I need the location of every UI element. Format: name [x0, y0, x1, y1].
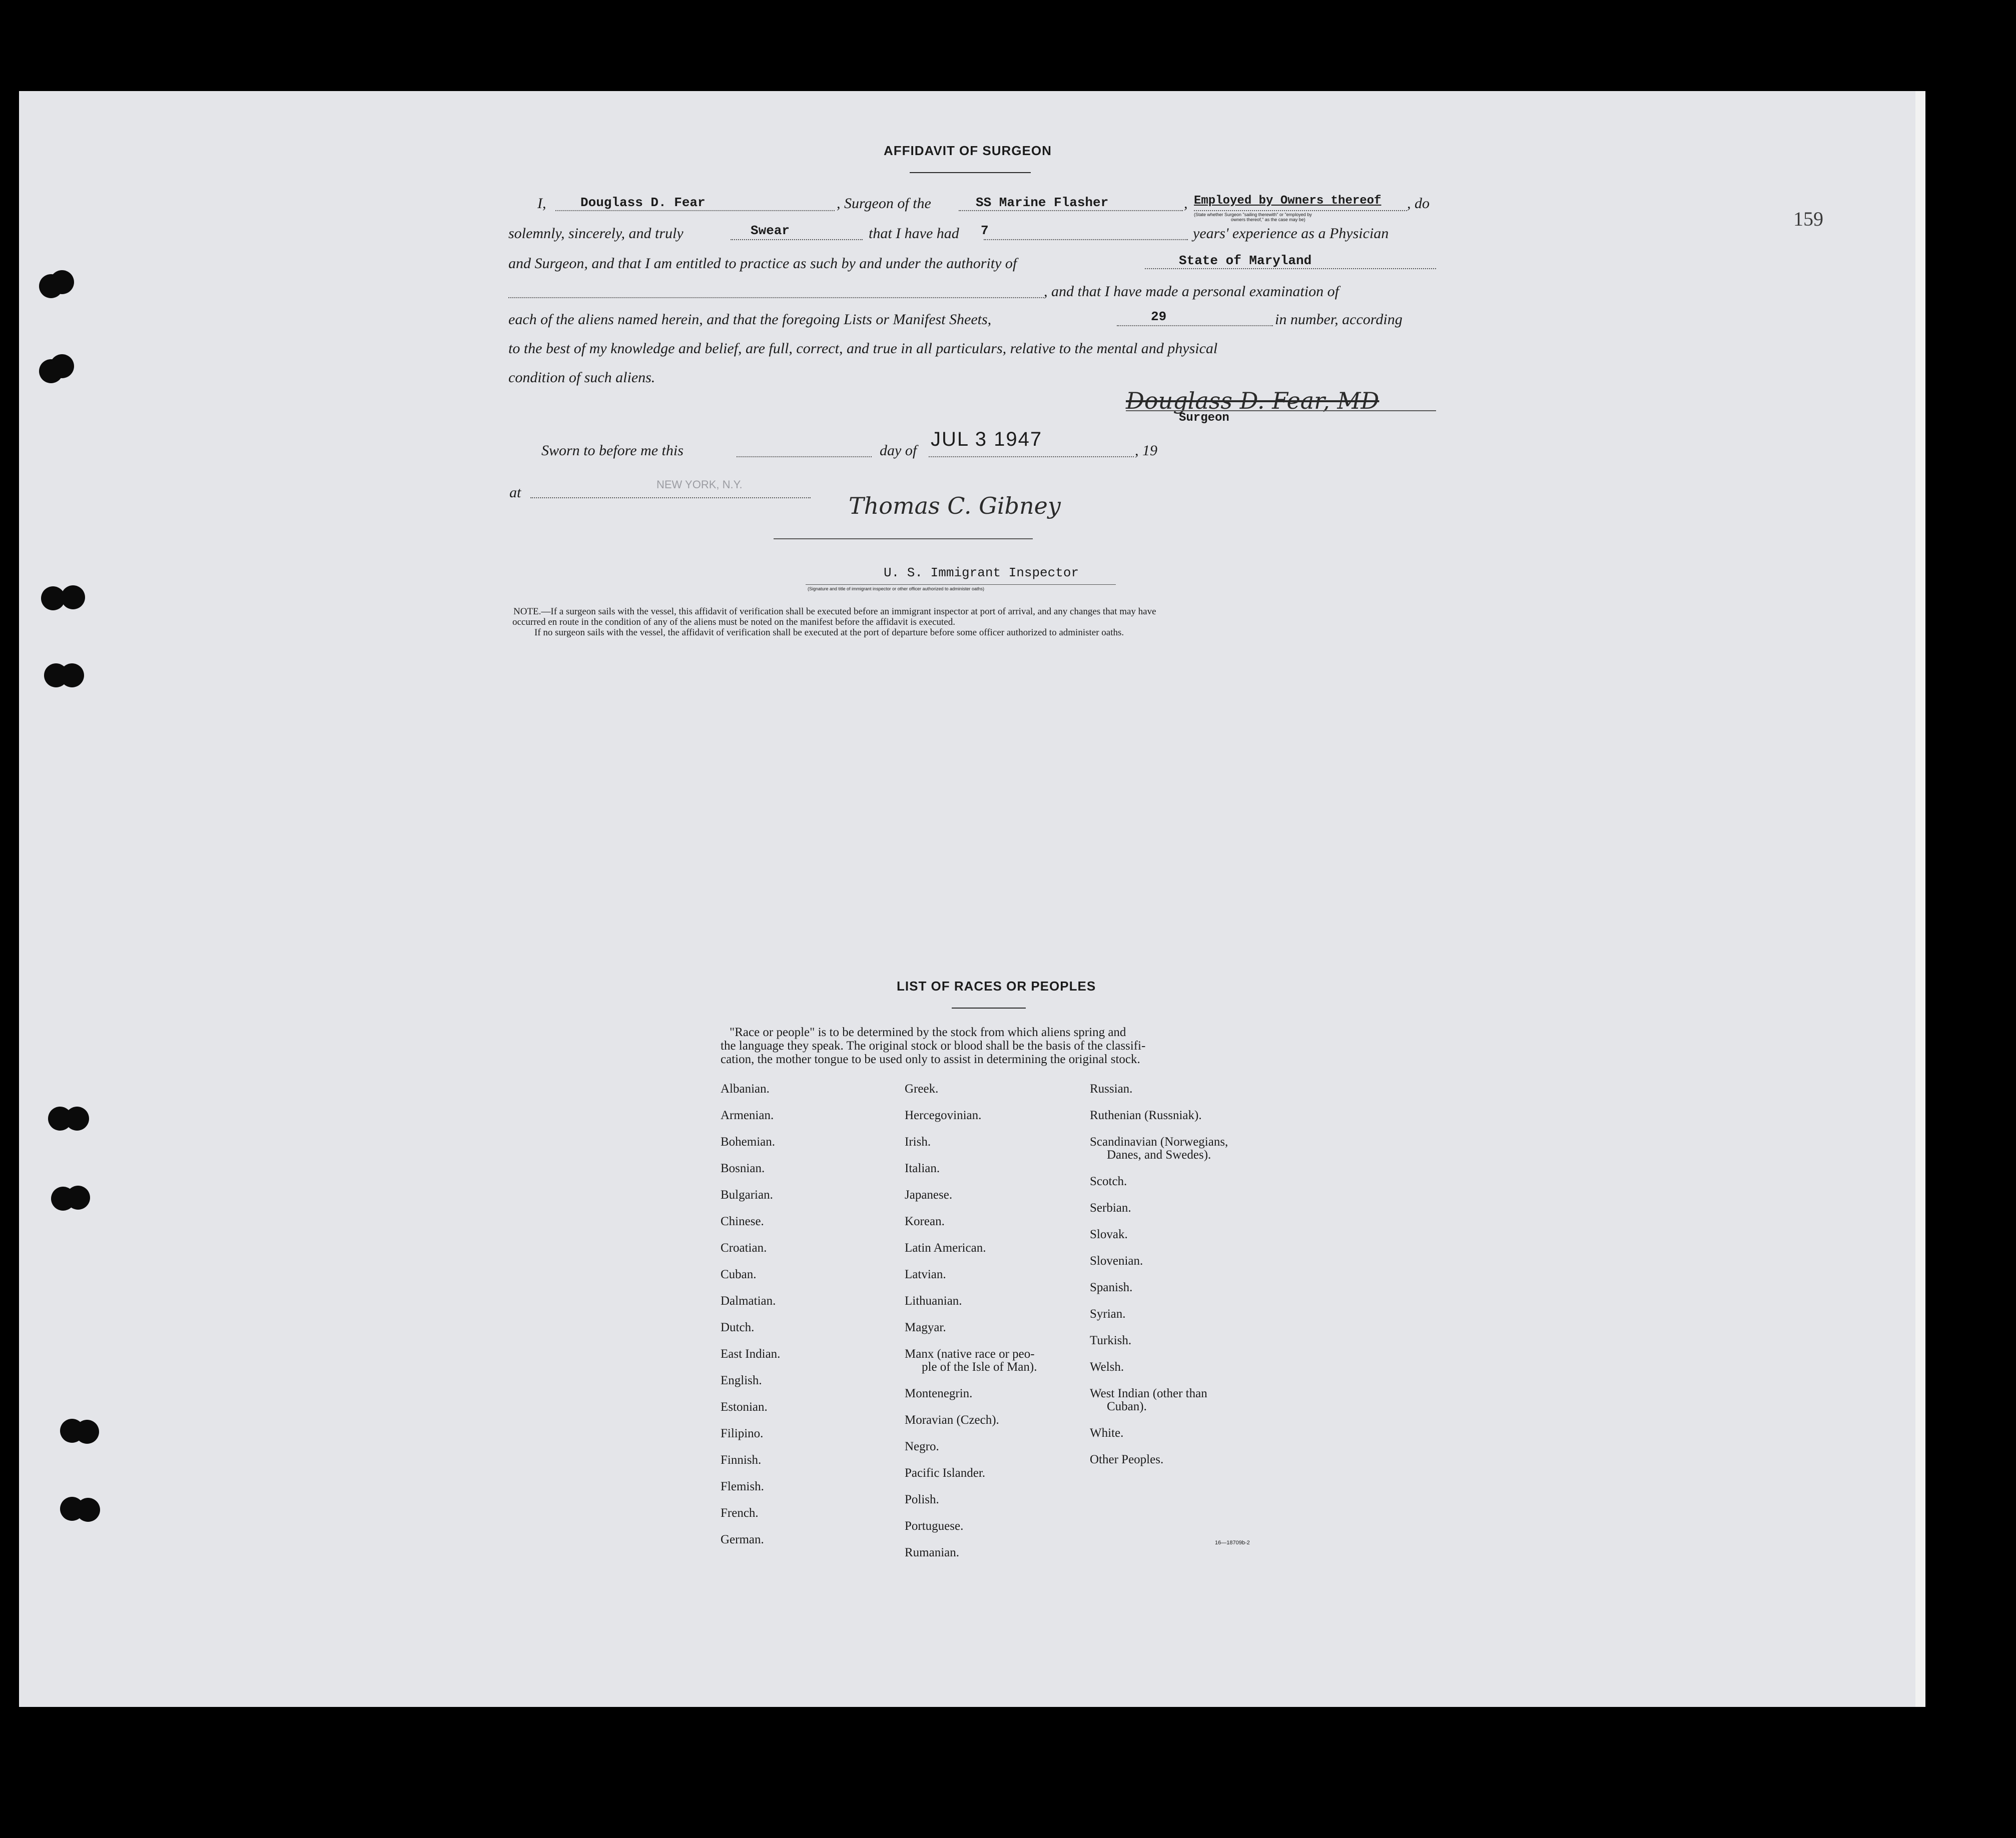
punch-hole — [60, 663, 84, 687]
manifest-sheet-count: 29 — [1151, 309, 1167, 324]
race-entry: English. — [721, 1374, 762, 1387]
fill-line — [1145, 268, 1436, 269]
punch-hole — [50, 354, 74, 378]
punch-hole — [66, 1186, 90, 1210]
race-entry: Finnish. — [721, 1453, 762, 1467]
affidavit-text: , — [1184, 195, 1188, 212]
inspector-signature: Thomas C. Gibney — [849, 492, 1061, 519]
race-entry: West Indian (other than — [1090, 1387, 1207, 1400]
affidavit-text: solemnly, sincerely, and truly — [508, 225, 684, 242]
affidavit-text: that I have had — [869, 225, 959, 242]
authority-state: State of Maryland — [1179, 253, 1312, 268]
affidavit-text: , 19 — [1135, 442, 1157, 459]
affidavit-text: in number, according — [1275, 311, 1403, 328]
race-entry: Dutch. — [721, 1321, 755, 1334]
race-entry: Latvian. — [905, 1268, 946, 1281]
race-entry: Manx (native race or peo- — [905, 1347, 1035, 1361]
race-entry: Greek. — [905, 1082, 939, 1096]
signature-line — [806, 584, 1116, 585]
note-line: NOTE.—If a surgeon sails with the vessel, this affidavit of verification shall be executed before an immigrant inspector at port of arrival, and any changes that may have — [513, 606, 1156, 617]
affidavit-text: and Surgeon, and that I am entitled to practice as such by and under the authority of — [508, 255, 1017, 272]
signature-line — [774, 538, 1033, 539]
surgeon-signature: Douglass D. Fear, MD — [1126, 387, 1380, 414]
fill-line — [1117, 325, 1273, 326]
race-entry: Latin American. — [905, 1241, 986, 1255]
affidavit-text: Sworn to before me this — [541, 442, 684, 459]
punch-hole — [75, 1420, 99, 1444]
oath-word: Swear — [751, 223, 790, 238]
race-entry: Albanian. — [721, 1082, 770, 1096]
document-page — [19, 91, 1915, 1707]
race-entry: Ruthenian (Russniak). — [1090, 1109, 1202, 1122]
race-entry: Estonian. — [721, 1400, 768, 1414]
race-entry: Magyar. — [905, 1321, 946, 1334]
affidavit-text: at — [509, 484, 521, 501]
intro-line: the language they speak. The original stock or blood shall be the basis of the classifi- — [721, 1039, 1146, 1053]
race-entry: Armenian. — [721, 1109, 774, 1122]
affidavit-text: condition of such aliens. — [508, 369, 655, 386]
race-entry: Croatian. — [721, 1241, 767, 1255]
page-number: 159 — [1793, 208, 1823, 230]
race-entry: Scandinavian (Norwegians, — [1090, 1135, 1228, 1149]
race-entry: Bohemian. — [721, 1135, 776, 1149]
race-entry: Serbian. — [1090, 1201, 1131, 1215]
affidavit-text: , Surgeon of the — [837, 195, 931, 212]
affidavit-text: , do — [1407, 195, 1430, 212]
race-entry: Russian. — [1090, 1082, 1133, 1096]
punch-hole — [61, 585, 85, 609]
note-line: occurred en route in the condition of any of the aliens must be noted on the manifest before the affidavit is executed. — [512, 617, 955, 627]
fill-line — [984, 239, 1188, 240]
race-entry: Other Peoples. — [1090, 1453, 1164, 1466]
race-entry: Japanese. — [905, 1188, 953, 1202]
race-entry: Dalmatian. — [721, 1294, 776, 1308]
race-entry: Cuban. — [721, 1268, 757, 1281]
employment-note: (State whether Surgeon "sailing therewith" or "employed by — [1194, 212, 1312, 217]
title-underline — [910, 172, 1031, 173]
race-entry: Spanish. — [1090, 1281, 1133, 1294]
vessel-name: SS Marine Flasher — [976, 195, 1109, 210]
fill-line — [959, 210, 1183, 211]
race-entry: Montenegrin. — [905, 1387, 973, 1400]
race-entry: Slovak. — [1090, 1228, 1128, 1241]
race-entry: Welsh. — [1090, 1360, 1124, 1374]
race-entry: Hercegovinian. — [905, 1109, 982, 1122]
employment-note: owners thereof," as the case may be) — [1231, 217, 1305, 222]
race-entry: Korean. — [905, 1215, 945, 1228]
races-title: LIST OF RACES OR PEOPLES — [897, 979, 1096, 994]
note-line: If no surgeon sails with the vessel, the affidavit of verification shall be executed at the port of departure before some officer authorized to administer oaths. — [534, 627, 1124, 638]
affidavit-text: day of — [880, 442, 917, 459]
fill-line — [929, 456, 1134, 457]
race-entry: Pacific Islander. — [905, 1466, 986, 1480]
punch-hole — [50, 270, 74, 294]
race-entry: White. — [1090, 1426, 1124, 1440]
race-entry: Rumanian. — [905, 1546, 960, 1559]
employment-status: Employed by Owners thereof — [1194, 194, 1382, 208]
race-entry: Filipino. — [721, 1427, 764, 1440]
title-underline — [952, 1008, 1026, 1009]
affidavit-title: AFFIDAVIT OF SURGEON — [884, 143, 1052, 158]
race-entry: Danes, and Swedes). — [1107, 1148, 1211, 1162]
form-number: 16—18709b-2 — [1215, 1540, 1250, 1546]
fill-line — [737, 456, 872, 457]
race-entry: Lithuanian. — [905, 1294, 962, 1308]
place-stamp: NEW YORK, N.Y. — [656, 478, 743, 491]
page-edge-strip — [1915, 91, 1925, 1707]
race-entry: Turkish. — [1090, 1334, 1132, 1347]
race-entry: German. — [721, 1533, 764, 1546]
surgeon-label: Surgeon — [1179, 411, 1229, 425]
fill-line — [508, 297, 1044, 298]
surgeon-name: Douglass D. Fear — [580, 195, 706, 210]
race-entry: Negro. — [905, 1440, 939, 1453]
race-entry: Moravian (Czech). — [905, 1413, 999, 1427]
race-entry: Bulgarian. — [721, 1188, 773, 1202]
fill-line — [731, 239, 863, 240]
affidavit-text: years' experience as a Physician — [1193, 225, 1389, 242]
affidavit-text: , and that I have made a personal examination of — [1044, 283, 1339, 300]
race-entry: ple of the Isle of Man). — [922, 1360, 1037, 1374]
punch-hole — [76, 1498, 100, 1522]
date-stamp: JUL 3 1947 — [931, 428, 1043, 450]
race-entry: Italian. — [905, 1162, 940, 1175]
race-entry: Slovenian. — [1090, 1254, 1143, 1268]
intro-line: cation, the mother tongue to be used only to assist in determining the original stock. — [721, 1053, 1140, 1066]
inspector-caption: (Signature and title of immigrant inspector or other officer authorized to administer oaths) — [808, 586, 985, 591]
race-entry: Scotch. — [1090, 1175, 1127, 1188]
race-entry: Cuban). — [1107, 1400, 1147, 1413]
race-entry: Chinese. — [721, 1215, 764, 1228]
signature-line — [1126, 410, 1436, 411]
affidavit-text: to the best of my knowledge and belief, are full, correct, and true in all particulars, relative to the mental and physical — [508, 340, 1218, 357]
race-entry: Syrian. — [1090, 1307, 1126, 1321]
fill-line — [555, 210, 835, 211]
punch-hole — [65, 1107, 89, 1131]
fill-line — [1194, 210, 1407, 211]
race-entry: Bosnian. — [721, 1162, 765, 1175]
fill-line — [530, 497, 811, 498]
race-entry: Polish. — [905, 1493, 939, 1506]
intro-line: "Race or people" is to be determined by the stock from which aliens spring and — [730, 1026, 1126, 1039]
races-intro — [721, 1026, 1244, 1066]
race-entry: French. — [721, 1506, 759, 1520]
affidavit-text: each of the aliens named herein, and that the foregoing Lists or Manifest Sheets, — [508, 311, 992, 328]
inspector-title: U. S. Immigrant Inspector — [884, 565, 1079, 580]
affidavit-text: I, — [537, 195, 546, 212]
race-entry: Irish. — [905, 1135, 931, 1149]
race-entry: Flemish. — [721, 1480, 764, 1493]
years-experience: 7 — [981, 223, 989, 238]
race-entry: Portuguese. — [905, 1519, 964, 1533]
race-entry: East Indian. — [721, 1347, 781, 1361]
